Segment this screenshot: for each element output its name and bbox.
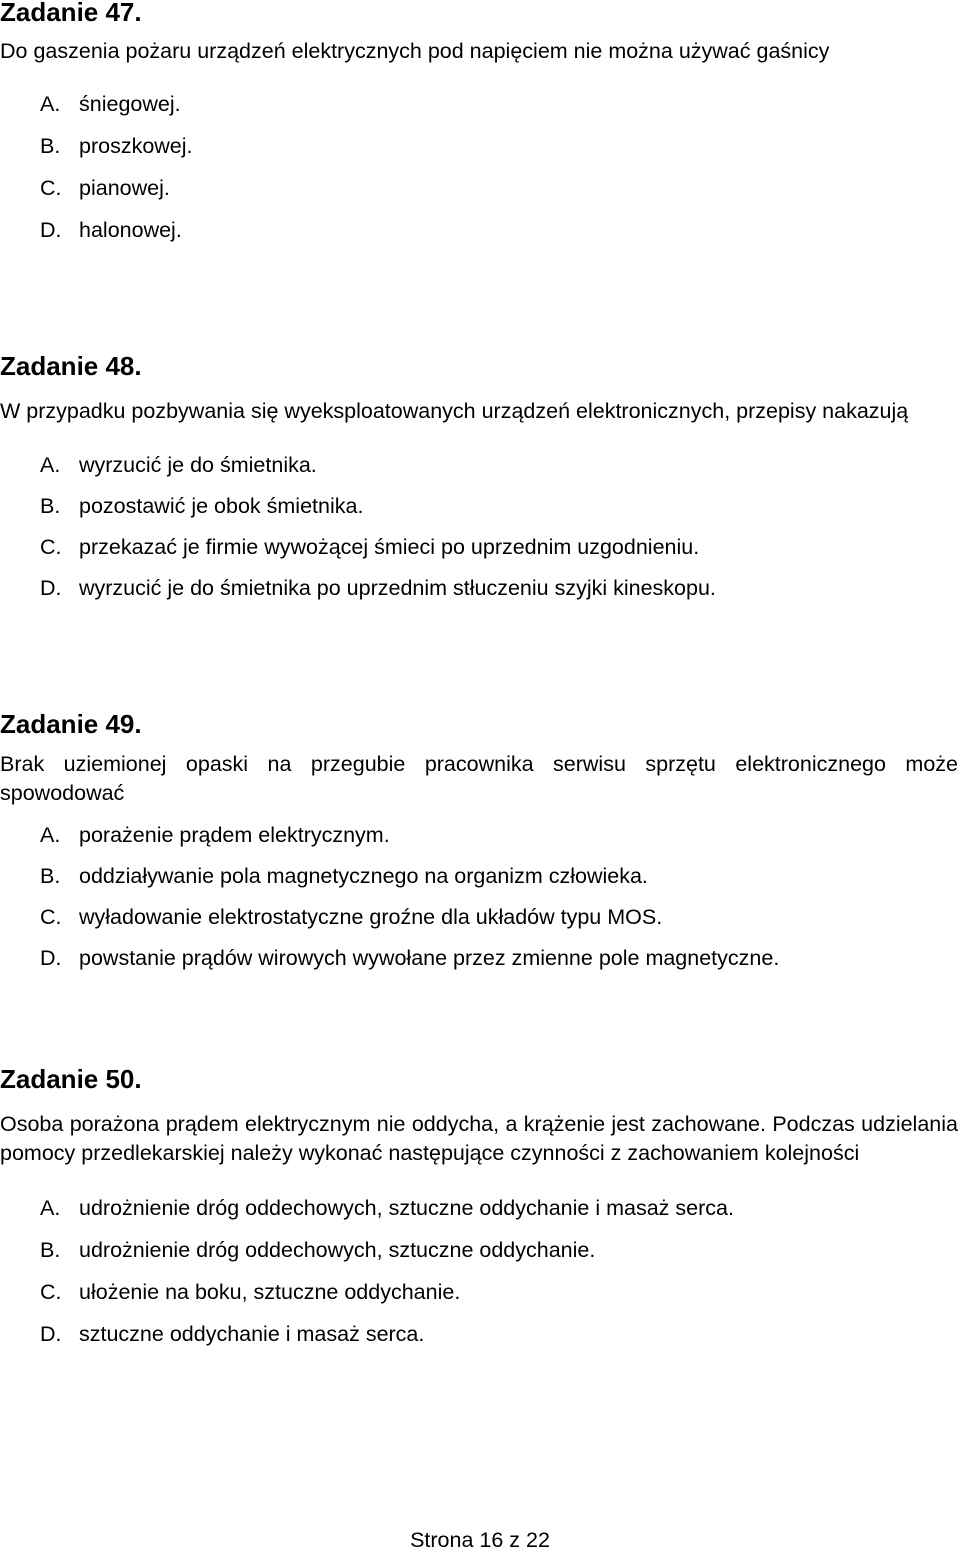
answer-letter: C. bbox=[40, 1280, 62, 1304]
answer-letter: B. bbox=[40, 134, 61, 158]
task-49 bbox=[0, 709, 958, 979]
answer-option bbox=[40, 125, 958, 167]
task-50 bbox=[0, 1064, 958, 1355]
task-48 bbox=[0, 351, 958, 609]
answer-text: udrożnienie dróg oddechowych, sztuczne oddychanie. bbox=[79, 1238, 596, 1262]
answer-option bbox=[40, 1313, 958, 1355]
answer-letter: A. bbox=[40, 92, 61, 116]
answer-option bbox=[40, 209, 958, 251]
answer-option bbox=[40, 486, 958, 527]
task-title: Zadanie 48. bbox=[0, 351, 142, 381]
task-question: Brak uziemionej opaski na przegubie pracownika serwisu sprzętu elektronicznego może spowodować bbox=[0, 752, 958, 805]
answer-text: wyrzucić je do śmietnika. bbox=[79, 453, 317, 477]
answer-letter: A. bbox=[40, 1196, 61, 1220]
answer-letter: C. bbox=[40, 535, 62, 559]
answer-letter: D. bbox=[40, 1322, 62, 1346]
answer-option bbox=[40, 83, 958, 125]
answer-option bbox=[40, 167, 958, 209]
answer-text: ułożenie na boku, sztuczne oddychanie. bbox=[79, 1280, 461, 1304]
answer-option bbox=[40, 815, 958, 856]
answer-letter: D. bbox=[40, 218, 62, 242]
answer-option bbox=[40, 445, 958, 486]
answer-list bbox=[0, 1187, 958, 1355]
answer-option bbox=[40, 1187, 958, 1229]
answer-list bbox=[0, 815, 958, 979]
answer-option bbox=[40, 527, 958, 568]
answer-text: wyrzucić je do śmietnika po uprzednim stłuczeniu szyjki kineskopu. bbox=[79, 576, 716, 600]
task-title: Zadanie 47. bbox=[0, 0, 142, 27]
answer-letter: D. bbox=[40, 946, 62, 970]
answer-option bbox=[40, 1229, 958, 1271]
answer-letter: D. bbox=[40, 576, 62, 600]
task-title: Zadanie 50. bbox=[0, 1064, 142, 1094]
answer-option bbox=[40, 856, 958, 897]
answer-letter: A. bbox=[40, 823, 61, 847]
answer-list bbox=[0, 83, 958, 251]
task-47 bbox=[0, 0, 958, 251]
answer-list bbox=[0, 445, 958, 609]
task-title: Zadanie 49. bbox=[0, 709, 142, 739]
page-number: Strona 16 z 22 bbox=[410, 1528, 550, 1552]
task-question: W przypadku pozbywania się wyeksploatowanych urządzeń elektronicznych, przepisy nakazują bbox=[0, 399, 909, 423]
answer-text: halonowej. bbox=[79, 218, 182, 242]
answer-text: proszkowej. bbox=[79, 134, 193, 158]
answer-text: powstanie prądów wirowych wywołane przez zmienne pole magnetyczne. bbox=[79, 946, 780, 970]
answer-option bbox=[40, 568, 958, 609]
answer-letter: A. bbox=[40, 453, 61, 477]
answer-text: oddziaływanie pola magnetycznego na organizm człowieka. bbox=[79, 864, 648, 888]
answer-text: porażenie prądem elektrycznym. bbox=[79, 823, 390, 847]
task-question: Osoba porażona prądem elektrycznym nie oddycha, a krążenie jest zachowane. Podczas udzielania pomocy przedlekarskiej należy wykonać następujące czynności z zachowaniem kolejności bbox=[0, 1112, 958, 1165]
answer-option bbox=[40, 938, 958, 979]
answer-text: pianowej. bbox=[79, 176, 170, 200]
answer-letter: B. bbox=[40, 864, 61, 888]
answer-text: pozostawić je obok śmietnika. bbox=[79, 494, 364, 518]
answer-text: śniegowej. bbox=[79, 92, 181, 116]
answer-text: udrożnienie dróg oddechowych, sztuczne oddychanie i masaż serca. bbox=[79, 1196, 734, 1220]
answer-letter: C. bbox=[40, 905, 62, 929]
answer-letter: C. bbox=[40, 176, 62, 200]
answer-letter: B. bbox=[40, 494, 61, 518]
answer-letter: B. bbox=[40, 1238, 61, 1262]
answer-text: przekazać je firmie wywożącej śmieci po uprzednim uzgodnieniu. bbox=[79, 535, 700, 559]
answer-text: wyładowanie elektrostatyczne groźne dla układów typu MOS. bbox=[79, 905, 663, 929]
answer-option bbox=[40, 897, 958, 938]
answer-option bbox=[40, 1271, 958, 1313]
task-question: Do gaszenia pożaru urządzeń elektrycznych pod napięciem nie można używać gaśnicy bbox=[0, 39, 830, 63]
answer-text: sztuczne oddychanie i masaż serca. bbox=[79, 1322, 425, 1346]
